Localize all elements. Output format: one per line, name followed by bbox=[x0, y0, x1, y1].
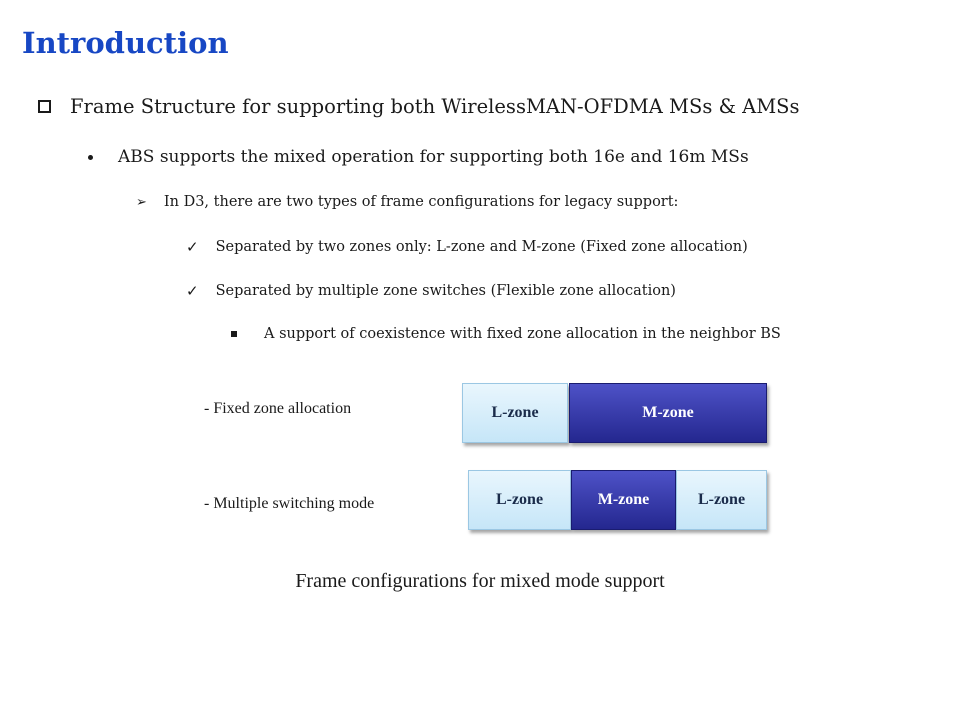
fixed-m-zone-block: M-zone bbox=[569, 383, 767, 443]
bullet-level4-item bbox=[186, 238, 748, 256]
checkbox-bullet-icon bbox=[38, 100, 51, 113]
bullet-level1 bbox=[38, 95, 800, 118]
bullet-level3-text: In D3, there are two types of frame configurations for legacy support: bbox=[163, 194, 679, 210]
bullet-level5-text: A support of coexistence with fixed zone allocation in the neighbor BS bbox=[264, 326, 781, 342]
bullet-level3 bbox=[136, 194, 678, 210]
bullet-level4-text: Separated by two zones only: L-zone and M-zone (Fixed zone allocation) bbox=[215, 239, 748, 255]
dot-bullet-icon bbox=[88, 155, 93, 160]
multiple-switching-label: - Multiple switching mode bbox=[204, 495, 375, 512]
multiple-l-zone-block-2: L-zone bbox=[676, 470, 767, 530]
multiple-l-zone-block-1: L-zone bbox=[468, 470, 571, 530]
check-icon: ✓ bbox=[186, 238, 199, 256]
bullet-level2 bbox=[88, 147, 749, 167]
check-icon: ✓ bbox=[186, 282, 199, 300]
slide-title: Introduction bbox=[22, 26, 229, 60]
bullet-level4-text: Separated by multiple zone switches (Flexible zone allocation) bbox=[215, 283, 676, 299]
diagram-caption: Frame configurations for mixed mode support bbox=[295, 570, 665, 592]
arrow-bullet-icon: ➢ bbox=[136, 194, 147, 210]
fixed-l-zone-block: L-zone bbox=[462, 383, 568, 443]
bullet-level5 bbox=[231, 326, 781, 342]
bullet-level1-text: Frame Structure for supporting both WirelessMAN-OFDMA MSs & AMSs bbox=[70, 95, 800, 118]
multiple-m-zone-block: M-zone bbox=[571, 470, 676, 530]
bullet-level4-item bbox=[186, 282, 676, 300]
fixed-zone-label: - Fixed zone allocation bbox=[204, 400, 352, 417]
square-bullet-icon bbox=[231, 331, 237, 337]
bullet-level2-text: ABS supports the mixed operation for supporting both 16e and 16m MSs bbox=[118, 147, 749, 167]
